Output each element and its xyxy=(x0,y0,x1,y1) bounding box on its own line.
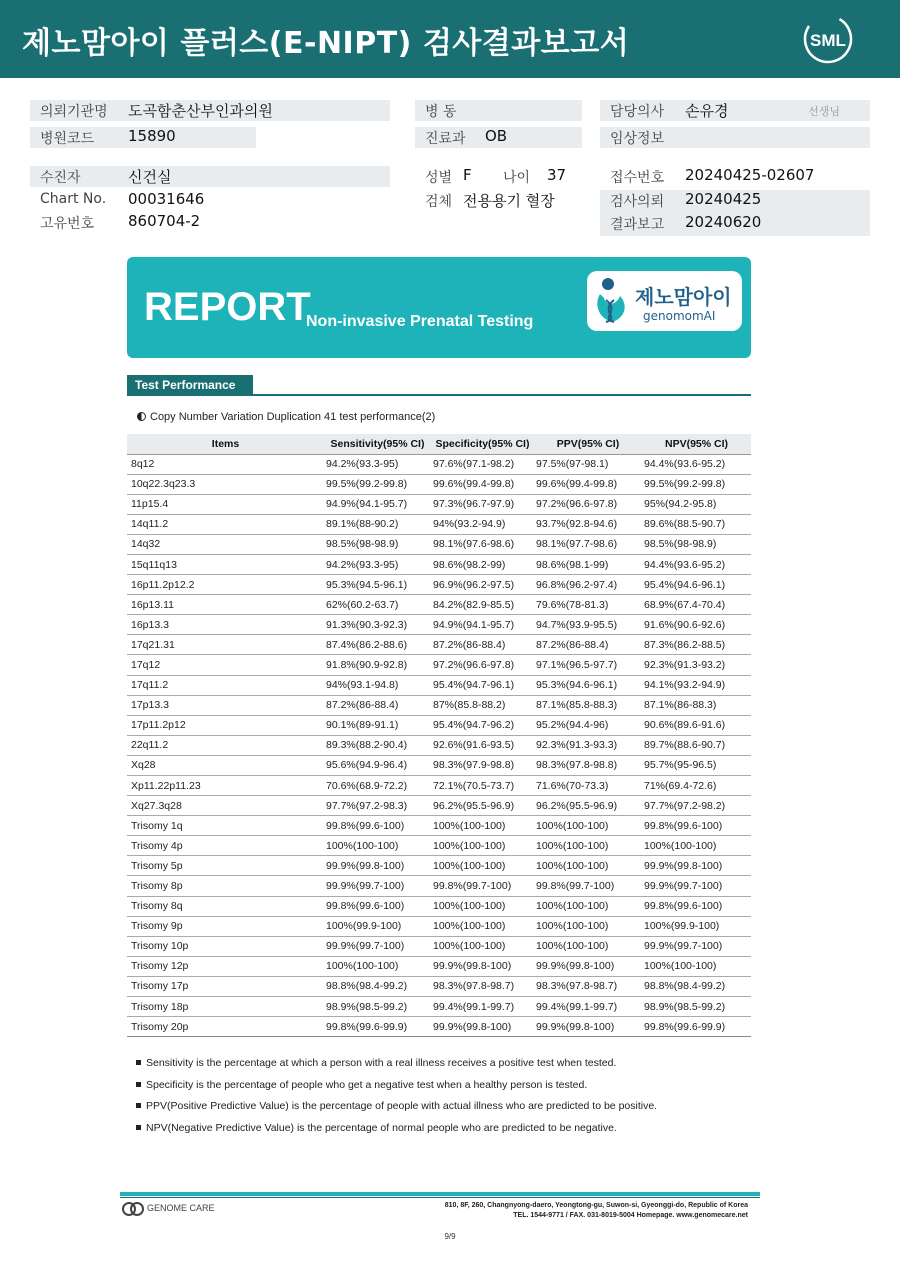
table-row xyxy=(127,675,751,695)
note-ppv: PPV(Positive Predictive Value) is the percentage of people with actual illness who are predicted to be positive. xyxy=(136,1100,657,1122)
cell-item: Trisomy 8q xyxy=(127,896,324,916)
header-specificity: Specificity(95% CI) xyxy=(431,434,534,454)
footer-accent-line xyxy=(120,1192,760,1196)
cell-item: Trisomy 9p xyxy=(127,916,324,936)
patient-value: 신건실 xyxy=(128,168,172,186)
cell-specificity: 96.2%(95.5-96.9) xyxy=(431,796,534,816)
sex-value: F xyxy=(463,166,472,184)
cell-ppv: 99.4%(99.1-99.7) xyxy=(534,997,642,1017)
cell-ppv: 99.6%(99.4-99.8) xyxy=(534,474,642,494)
cell-specificity: 97.3%(96.7-97.9) xyxy=(431,494,534,514)
cell-npv: 94.1%(93.2-94.9) xyxy=(642,675,751,695)
cell-npv: 99.9%(99.8-100) xyxy=(642,856,751,876)
cell-specificity: 94%(93.2-94.9) xyxy=(431,514,534,534)
hospital-code-row xyxy=(30,127,256,148)
cell-npv: 87.1%(86-88.3) xyxy=(642,695,751,715)
footer-address-line2: TEL. 1544-9771 / FAX. 031-8019-5004 Homepage. www.genomecare.net xyxy=(513,1212,748,1219)
footer-divider xyxy=(120,1197,760,1198)
cell-sensitivity: 94%(93.1-94.8) xyxy=(324,675,431,695)
cell-npv: 89.6%(88.5-90.7) xyxy=(642,514,751,534)
sex-age-row xyxy=(415,166,582,187)
cell-item: Trisomy 12p xyxy=(127,956,324,976)
table-row xyxy=(127,997,751,1017)
cell-specificity: 99.8%(99.7-100) xyxy=(431,876,534,896)
cell-sensitivity: 87.4%(86.2-88.6) xyxy=(324,635,431,655)
cell-npv: 92.3%(91.3-93.2) xyxy=(642,655,751,675)
table-caption xyxy=(137,411,435,423)
cell-item: Trisomy 4p xyxy=(127,836,324,856)
cell-specificity: 99.9%(99.8-100) xyxy=(431,1017,534,1037)
cell-item: Trisomy 17p xyxy=(127,976,324,996)
unique-no-row xyxy=(30,212,390,233)
cell-sensitivity: 100%(100-100) xyxy=(324,836,431,856)
header-sensitivity: Sensitivity(95% CI) xyxy=(324,434,431,454)
table-row xyxy=(127,856,751,876)
cell-npv: 100%(99.9-100) xyxy=(642,916,751,936)
cell-npv: 90.6%(89.6-91.6) xyxy=(642,715,751,735)
cell-specificity: 92.6%(91.6-93.5) xyxy=(431,735,534,755)
cell-specificity: 72.1%(70.5-73.7) xyxy=(431,776,534,796)
page-number: 9/9 xyxy=(444,1232,456,1241)
cell-item: Trisomy 5p xyxy=(127,856,324,876)
cell-item: Xq27.3q28 xyxy=(127,796,324,816)
institution-label: 의뢰기관명 xyxy=(40,104,108,120)
banner-subtitle: Non-invasive Prenatal Testing xyxy=(306,313,534,330)
cell-item: Trisomy 10p xyxy=(127,936,324,956)
cell-sensitivity: 99.8%(99.6-99.9) xyxy=(324,1017,431,1037)
specimen-value: 전용용기 혈장 xyxy=(463,192,555,210)
receipt-no-value: 20240425-02607 xyxy=(685,166,815,184)
report-title: 제노맘아이 플러스(E-NIPT) 검사결과보고서 xyxy=(22,26,630,61)
cell-ppv: 98.3%(97.8-98.8) xyxy=(534,755,642,775)
cell-sensitivity: 87.2%(86-88.4) xyxy=(324,695,431,715)
age-label: 나이 xyxy=(503,170,531,186)
cell-ppv: 87.1%(85.8-88.3) xyxy=(534,695,642,715)
cell-item: Trisomy 20p xyxy=(127,1017,324,1037)
cell-item: 16p13.3 xyxy=(127,615,324,635)
table-row xyxy=(127,615,751,635)
patient-row xyxy=(30,166,390,187)
half-circle-icon xyxy=(137,412,146,421)
cell-sensitivity: 89.1%(88-90.2) xyxy=(324,514,431,534)
cell-ppv: 71.6%(70-73.3) xyxy=(534,776,642,796)
report-banner xyxy=(127,257,751,358)
cell-item: 22q11.2 xyxy=(127,735,324,755)
chart-no-value: 00031646 xyxy=(128,190,205,208)
ward-label: 병 동 xyxy=(425,104,457,120)
cell-specificity: 100%(100-100) xyxy=(431,836,534,856)
institution-row xyxy=(30,100,390,121)
dept-value: OB xyxy=(485,127,508,145)
specimen-row xyxy=(415,190,582,211)
cell-ppv: 99.9%(99.8-100) xyxy=(534,956,642,976)
cell-item: Trisomy 1q xyxy=(127,816,324,836)
cell-ppv: 93.7%(92.8-94.6) xyxy=(534,514,642,534)
request-date-label: 검사의뢰 xyxy=(610,194,665,210)
table-row xyxy=(127,595,751,615)
cell-sensitivity: 62%(60.2-63.7) xyxy=(324,595,431,615)
brand-name-english: genomomAI xyxy=(643,309,716,323)
cell-specificity: 99.4%(99.1-99.7) xyxy=(431,997,534,1017)
institution-value: 도곡함춘산부인과의원 xyxy=(128,102,273,120)
cell-npv: 91.6%(90.6-92.6) xyxy=(642,615,751,635)
cell-npv: 94.4%(93.6-95.2) xyxy=(642,454,751,474)
note-specificity: Specificity is the percentage of people who get a negative test when a healthy person is tested. xyxy=(136,1079,657,1101)
chart-no-label: Chart No. xyxy=(40,191,107,207)
clinical-label: 임상정보 xyxy=(610,131,665,147)
cell-ppv: 99.8%(99.7-100) xyxy=(534,876,642,896)
cell-ppv: 97.2%(96.6-97.8) xyxy=(534,494,642,514)
cell-sensitivity: 99.9%(99.7-100) xyxy=(324,936,431,956)
cell-sensitivity: 99.9%(99.8-100) xyxy=(324,856,431,876)
receipt-no-label: 접수번호 xyxy=(610,170,665,186)
request-report-block xyxy=(600,190,870,236)
specimen-label: 검체 xyxy=(425,194,453,210)
cell-ppv: 100%(100-100) xyxy=(534,816,642,836)
cell-sensitivity: 100%(100-100) xyxy=(324,956,431,976)
doctor-suffix: 선생님 xyxy=(808,105,840,118)
ward-row xyxy=(415,100,582,121)
clinical-row xyxy=(600,127,870,148)
cell-specificity: 100%(100-100) xyxy=(431,916,534,936)
cell-specificity: 98.3%(97.9-98.8) xyxy=(431,755,534,775)
performance-table xyxy=(127,434,751,1037)
cell-sensitivity: 97.7%(97.2-98.3) xyxy=(324,796,431,816)
dna-mother-icon xyxy=(592,276,632,326)
doctor-label: 담당의사 xyxy=(610,104,665,120)
cell-item: 14q11.2 xyxy=(127,514,324,534)
header-npv: NPV(95% CI) xyxy=(642,434,751,454)
cell-npv: 99.8%(99.6-100) xyxy=(642,816,751,836)
cell-item: 11p15.4 xyxy=(127,494,324,514)
header-ppv: PPV(95% CI) xyxy=(534,434,642,454)
cell-specificity: 96.9%(96.2-97.5) xyxy=(431,575,534,595)
table-row xyxy=(127,956,751,976)
table-row xyxy=(127,635,751,655)
cell-ppv: 96.8%(96.2-97.4) xyxy=(534,575,642,595)
cell-sensitivity: 99.8%(99.6-100) xyxy=(324,816,431,836)
cell-npv: 95.7%(95-96.5) xyxy=(642,755,751,775)
cell-item: Trisomy 8p xyxy=(127,876,324,896)
cell-item: 15q11q13 xyxy=(127,554,324,574)
cell-sensitivity: 90.1%(89-91.1) xyxy=(324,715,431,735)
cell-specificity: 100%(100-100) xyxy=(431,896,534,916)
request-date-value: 20240425 xyxy=(685,190,762,208)
cell-npv: 100%(100-100) xyxy=(642,836,751,856)
cell-npv: 100%(100-100) xyxy=(642,956,751,976)
cell-specificity: 84.2%(82.9-85.5) xyxy=(431,595,534,615)
table-row xyxy=(127,454,751,474)
table-row xyxy=(127,494,751,514)
table-header-row xyxy=(127,434,751,454)
genome-care-brand: GENOME CARE xyxy=(147,1203,215,1213)
table-row xyxy=(127,755,751,775)
cell-sensitivity: 98.8%(98.4-99.2) xyxy=(324,976,431,996)
cell-sensitivity: 91.3%(90.3-92.3) xyxy=(324,615,431,635)
table-caption-text: Copy Number Variation Duplication 41 test performance(2) xyxy=(150,411,436,423)
cell-ppv: 97.5%(97-98.1) xyxy=(534,454,642,474)
table-row xyxy=(127,876,751,896)
cell-ppv: 87.2%(86-88.4) xyxy=(534,635,642,655)
cell-sensitivity: 98.5%(98-98.9) xyxy=(324,534,431,554)
table-row xyxy=(127,916,751,936)
cell-sensitivity: 94.9%(94.1-95.7) xyxy=(324,494,431,514)
table-row xyxy=(127,796,751,816)
cell-ppv: 98.1%(97.7-98.6) xyxy=(534,534,642,554)
cell-specificity: 98.1%(97.6-98.6) xyxy=(431,534,534,554)
cell-specificity: 99.9%(99.8-100) xyxy=(431,956,534,976)
cell-item: 16p13.11 xyxy=(127,595,324,615)
header-items: Items xyxy=(127,434,324,454)
table-row xyxy=(127,816,751,836)
cell-specificity: 87.2%(86-88.4) xyxy=(431,635,534,655)
sml-logo-text: SML xyxy=(810,31,846,50)
cell-npv: 98.9%(98.5-99.2) xyxy=(642,997,751,1017)
receipt-row xyxy=(600,166,870,187)
cell-ppv: 79.6%(78-81.3) xyxy=(534,595,642,615)
table-row xyxy=(127,514,751,534)
table-row xyxy=(127,896,751,916)
dept-row xyxy=(415,127,582,148)
cell-ppv: 98.6%(98.1-99) xyxy=(534,554,642,574)
genomom-logo xyxy=(587,271,742,331)
sex-label: 성별 xyxy=(425,170,453,186)
cell-specificity: 98.6%(98.2-99) xyxy=(431,554,534,574)
cell-npv: 99.8%(99.6-99.9) xyxy=(642,1017,751,1037)
note-npv: NPV(Negative Predictive Value) is the percentage of normal people who are predicted to be negative. xyxy=(136,1122,657,1144)
cell-specificity: 97.6%(97.1-98.2) xyxy=(431,454,534,474)
cell-item: 14q32 xyxy=(127,534,324,554)
cell-ppv: 100%(100-100) xyxy=(534,836,642,856)
table-row xyxy=(127,836,751,856)
footer-address xyxy=(445,1201,748,1221)
table-row xyxy=(127,715,751,735)
table-row xyxy=(127,976,751,996)
cell-sensitivity: 99.9%(99.7-100) xyxy=(324,876,431,896)
hospital-code-label: 병원코드 xyxy=(40,131,95,147)
cell-ppv: 100%(100-100) xyxy=(534,896,642,916)
table-row xyxy=(127,655,751,675)
brand-name-korean: 제노맘아이 xyxy=(635,285,732,309)
cell-ppv: 97.1%(96.5-97.7) xyxy=(534,655,642,675)
cell-specificity: 99.6%(99.4-99.8) xyxy=(431,474,534,494)
cell-item: 8q12 xyxy=(127,454,324,474)
section-tab-test-performance: Test Performance xyxy=(127,375,253,395)
cell-specificity: 95.4%(94.7-96.2) xyxy=(431,715,534,735)
cell-npv: 97.7%(97.2-98.2) xyxy=(642,796,751,816)
table-row xyxy=(127,534,751,554)
section-divider xyxy=(127,394,751,396)
cell-ppv: 92.3%(91.3-93.3) xyxy=(534,735,642,755)
table-row xyxy=(127,554,751,574)
cell-specificity: 94.9%(94.1-95.7) xyxy=(431,615,534,635)
hospital-code-value: 15890 xyxy=(128,127,176,145)
banner-report-text: REPORT xyxy=(144,285,311,329)
cell-npv: 99.9%(99.7-100) xyxy=(642,936,751,956)
cell-specificity: 87%(85.8-88.2) xyxy=(431,695,534,715)
cell-specificity: 100%(100-100) xyxy=(431,856,534,876)
cell-ppv: 100%(100-100) xyxy=(534,916,642,936)
note-sensitivity: Sensitivity is the percentage at which a person with a real illness receives a positive test when tested. xyxy=(136,1057,657,1079)
cell-npv: 71%(69.4-72.6) xyxy=(642,776,751,796)
table-row xyxy=(127,474,751,494)
cell-ppv: 95.2%(94.4-96) xyxy=(534,715,642,735)
cell-npv: 99.8%(99.6-100) xyxy=(642,896,751,916)
table-row xyxy=(127,695,751,715)
table-row xyxy=(127,575,751,595)
cell-npv: 95.4%(94.6-96.1) xyxy=(642,575,751,595)
cell-item: 16p11.2p12.2 xyxy=(127,575,324,595)
cell-sensitivity: 94.2%(93.3-95) xyxy=(324,454,431,474)
doctor-value: 손유경 xyxy=(685,102,729,120)
table-row xyxy=(127,1017,751,1037)
cell-npv: 95%(94.2-95.8) xyxy=(642,494,751,514)
cell-sensitivity: 70.6%(68.9-72.2) xyxy=(324,776,431,796)
cell-ppv: 100%(100-100) xyxy=(534,856,642,876)
cell-specificity: 97.2%(96.6-97.8) xyxy=(431,655,534,675)
cell-item: 17q12 xyxy=(127,655,324,675)
cell-specificity: 98.3%(97.8-98.7) xyxy=(431,976,534,996)
unique-no-label: 고유번호 xyxy=(40,216,95,232)
cell-ppv: 99.9%(99.8-100) xyxy=(534,1017,642,1037)
table-row xyxy=(127,735,751,755)
table-row xyxy=(127,936,751,956)
cell-sensitivity: 98.9%(98.5-99.2) xyxy=(324,997,431,1017)
report-header xyxy=(0,0,900,78)
cell-sensitivity: 95.3%(94.5-96.1) xyxy=(324,575,431,595)
cell-npv: 99.9%(99.7-100) xyxy=(642,876,751,896)
cell-npv: 99.5%(99.2-99.8) xyxy=(642,474,751,494)
cell-sensitivity: 100%(99.9-100) xyxy=(324,916,431,936)
cell-sensitivity: 91.8%(90.9-92.8) xyxy=(324,655,431,675)
cell-ppv: 100%(100-100) xyxy=(534,936,642,956)
cell-npv: 87.3%(86.2-88.5) xyxy=(642,635,751,655)
dept-label: 진료과 xyxy=(425,131,466,147)
unique-no-value: 860704-2 xyxy=(128,212,201,230)
cell-item: Trisomy 18p xyxy=(127,997,324,1017)
patient-label: 수진자 xyxy=(40,170,81,186)
chart-no-row xyxy=(30,190,390,211)
cell-npv: 89.7%(88.6-90.7) xyxy=(642,735,751,755)
cell-item: 10q22.3q23.3 xyxy=(127,474,324,494)
cell-item: 17p11.2p12 xyxy=(127,715,324,735)
cell-sensitivity: 99.5%(99.2-99.8) xyxy=(324,474,431,494)
footer-address-line1: 810, 8F, 260, Changnyong-daero, Yeongtong-gu, Suwon-si, Gyeonggi-do, Republic of Korea xyxy=(444,1202,748,1209)
cell-specificity: 95.4%(94.7-96.1) xyxy=(431,675,534,695)
definition-notes xyxy=(136,1057,657,1143)
cell-specificity: 100%(100-100) xyxy=(431,816,534,836)
sml-logo xyxy=(802,13,854,65)
cell-npv: 68.9%(67.4-70.4) xyxy=(642,595,751,615)
cell-sensitivity: 95.6%(94.9-96.4) xyxy=(324,755,431,775)
report-date-label: 결과보고 xyxy=(610,217,665,233)
cell-item: 17q21.31 xyxy=(127,635,324,655)
cell-npv: 94.4%(93.6-95.2) xyxy=(642,554,751,574)
cell-sensitivity: 94.2%(93.3-95) xyxy=(324,554,431,574)
cell-npv: 98.5%(98-98.9) xyxy=(642,534,751,554)
report-date-value: 20240620 xyxy=(685,213,762,231)
cell-ppv: 94.7%(93.9-95.5) xyxy=(534,615,642,635)
cell-item: Xq28 xyxy=(127,755,324,775)
cell-sensitivity: 89.3%(88.2-90.4) xyxy=(324,735,431,755)
cell-specificity: 100%(100-100) xyxy=(431,936,534,956)
cell-ppv: 95.3%(94.6-96.1) xyxy=(534,675,642,695)
table-row xyxy=(127,776,751,796)
cell-ppv: 98.3%(97.8-98.7) xyxy=(534,976,642,996)
cell-ppv: 96.2%(95.5-96.9) xyxy=(534,796,642,816)
cell-npv: 98.8%(98.4-99.2) xyxy=(642,976,751,996)
doctor-row xyxy=(600,100,870,121)
age-value: 37 xyxy=(547,166,567,184)
cell-sensitivity: 99.8%(99.6-100) xyxy=(324,896,431,916)
cell-item: 17q11.2 xyxy=(127,675,324,695)
cell-item: Xp11.22p11.23 xyxy=(127,776,324,796)
table-body xyxy=(127,454,751,1037)
cell-item: 17p13.3 xyxy=(127,695,324,715)
